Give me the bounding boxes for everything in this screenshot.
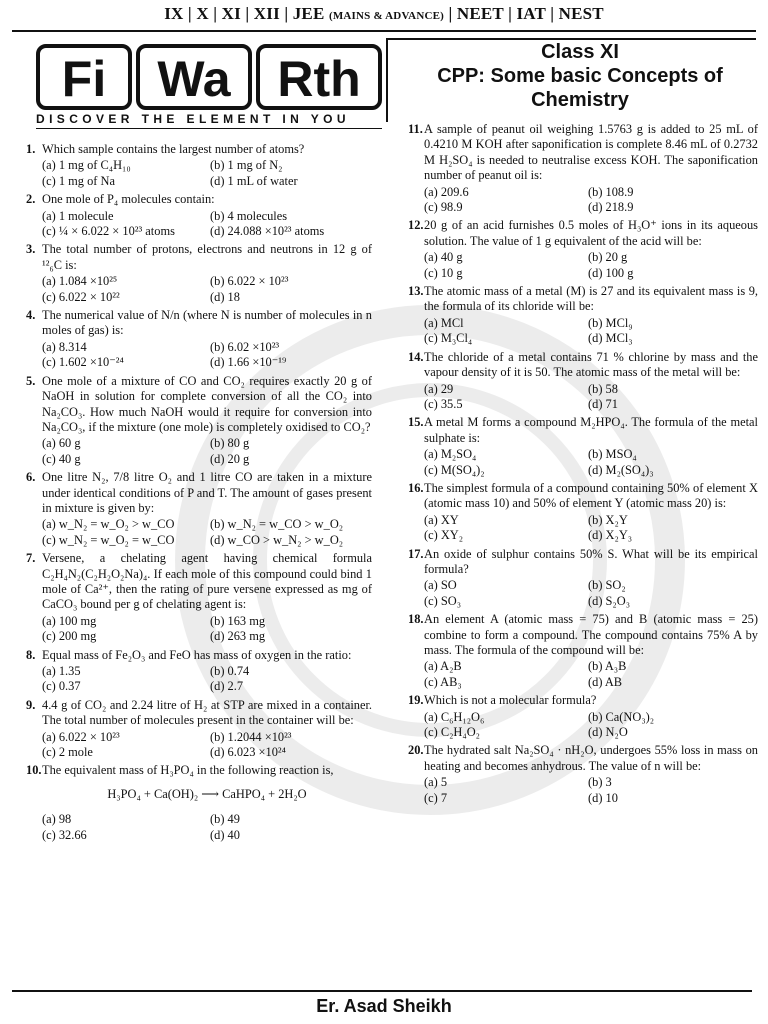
question-number: 17. — [408, 546, 424, 561]
answer-option: (d) N₂O — [588, 725, 628, 740]
answer-option: (a) 1 mg of C₄H₁₀ — [42, 158, 131, 173]
question-item — [26, 242, 372, 305]
question-number: 1. — [26, 142, 36, 156]
answer-option: (d) 6.023 ×10²⁴ — [210, 745, 286, 760]
author-footer: Er. Asad Sheikh — [316, 996, 452, 1016]
answer-options — [42, 517, 372, 548]
question-stem: A metal M forms a compound M₂HPO₄. The formula of the metal sulphate is: — [424, 415, 758, 445]
answer-option: (d) 2.7 — [210, 679, 244, 694]
answer-option: (d) 1.66 ×10⁻¹⁹ — [210, 355, 287, 370]
answer-option: (d) 40 — [210, 827, 240, 842]
question-item — [26, 192, 372, 239]
answer-options — [424, 382, 758, 413]
answer-option: (a) 6.022 × 10²³ — [42, 729, 120, 744]
answer-option: (d) 10 — [588, 790, 618, 805]
question-stem: Which sample contains the largest number of atoms? — [42, 142, 305, 156]
question-number: 7. — [26, 551, 36, 566]
answer-option: (c) 2 mole — [42, 745, 93, 760]
question-body — [424, 693, 758, 740]
question-body — [424, 743, 758, 806]
answer-option: (a) 209.6 — [424, 184, 469, 199]
answer-option: (d) AB — [588, 674, 623, 689]
question-stem: One mole of a mixture of CO and CO₂ requires exactly 20 g of NaOH in solution for complete conversion of all the CO₂ into Na₂CO₃. How much NaOH would it require for conversion into Na₂CO₃, if the mixture (one mole) is completely oxidised to CO₂? — [42, 373, 372, 434]
question-body — [424, 612, 758, 690]
question-body — [42, 308, 372, 371]
question-body — [424, 284, 758, 347]
question-item — [408, 350, 758, 413]
answer-options — [424, 578, 758, 609]
answer-options — [42, 209, 372, 240]
exam-list-main: IX | X | XI | XII | JEE — [164, 4, 329, 23]
question-number: 9. — [26, 697, 36, 712]
answer-option: (b) 1 mg of N₂ — [210, 158, 283, 173]
answer-option: (b) A₃B — [588, 659, 627, 674]
left-header-underline — [36, 128, 382, 129]
question-item — [408, 415, 758, 478]
answer-option: (b) 6.02 ×10²³ — [210, 339, 280, 354]
answer-options — [424, 447, 758, 478]
answer-option: (d) X₂Y₃ — [588, 528, 633, 543]
logo-block-1-text: Fi — [61, 51, 107, 107]
question-number: 4. — [26, 308, 36, 323]
question-body — [42, 648, 372, 695]
question-body — [42, 242, 372, 305]
question-stem: The total number of protons, electrons and neutrons in 12 g of ¹²₆C is: — [42, 242, 372, 272]
answer-options — [424, 316, 758, 347]
answer-option: (c) ¼ × 6.022 × 10²³ atoms — [42, 224, 175, 239]
title-divider — [386, 38, 388, 122]
answer-option: (a) M₂SO₄ — [424, 447, 477, 462]
question-number: 2. — [26, 192, 36, 207]
answer-options — [424, 250, 758, 281]
answer-option: (c) M₃Cl₄ — [424, 331, 473, 346]
question-item — [26, 142, 372, 189]
answer-options — [42, 614, 372, 645]
question-stem: An oxide of sulphur contains 50% S. What will be its empirical formula? — [424, 546, 758, 576]
answer-options — [42, 340, 372, 371]
answer-option: (a) 1.084 ×10²⁵ — [42, 274, 118, 289]
answer-option: (a) XY — [424, 512, 459, 527]
answer-option: (a) 98 — [42, 812, 72, 827]
question-stem: A sample of peanut oil weighing 1.5763 g is added to 25 mL of 0.4210 M KOH after saponification is complete 8.46 mL of 0.2732 M H₂SO₄ is needed to neutralise excess KOH. The saponification number of peanut oil is: — [424, 122, 758, 183]
answer-option: (c) 6.022 × 10²² — [42, 289, 120, 304]
question-number: 5. — [26, 373, 36, 388]
answer-option: (b) 4 molecules — [210, 208, 288, 223]
answer-option: (a) MCl — [424, 315, 464, 330]
answer-option: (b) Ca(NO₃)₂ — [588, 709, 655, 724]
answer-options — [42, 158, 372, 189]
answer-option: (d) w_CO > w_N₂ > w_O₂ — [210, 532, 344, 547]
answer-option: (b) 58 — [588, 381, 618, 396]
answer-options — [424, 659, 758, 690]
question-body — [424, 350, 758, 413]
answer-option: (a) A₂B — [424, 659, 462, 674]
question-number: 13. — [408, 284, 424, 299]
answer-options — [42, 436, 372, 467]
answer-option: (a) SO — [424, 578, 457, 593]
question-item — [26, 551, 372, 644]
question-number: 16. — [408, 480, 424, 495]
answer-option: (c) 32.66 — [42, 827, 87, 842]
question-body — [424, 481, 758, 544]
answer-option: (c) M(SO₄)₂ — [424, 462, 485, 477]
question-stem: An element A (atomic mass = 75) and B (atomic mass = 25) combine to form a compound. The compound contains 75% A by mass. The formula of the compound will be: — [424, 612, 758, 657]
question-body — [42, 470, 372, 548]
question-number: 20. — [408, 743, 424, 758]
answer-option: (c) 200 mg — [42, 629, 97, 644]
answer-option: (c) AB₃ — [424, 674, 462, 689]
answer-option: (c) w_N₂ = w_O₂ = w_CO — [42, 532, 175, 547]
logo-tagline: DISCOVER THE ELEMENT IN YOU — [36, 112, 350, 126]
answer-option: (d) MCl₃ — [588, 331, 633, 346]
question-body — [42, 192, 372, 239]
answer-option: (a) 29 — [424, 381, 454, 396]
question-item — [26, 374, 372, 467]
questions-right-column — [408, 122, 758, 809]
question-stem: Versene, a chelating agent having chemical formula C₂H₄N₂(C₂H₂O₂Na)₄. If each mole of this compound could bind 1 mole of Ca²⁺, then the rating of pure versene expressed as mg of CaCO₃ bound per g of chelating agent is: — [42, 551, 372, 612]
question-body — [42, 763, 372, 843]
question-number: 10. — [26, 763, 42, 778]
answer-option: (c) 35.5 — [424, 396, 463, 411]
answer-option: (b) 49 — [210, 812, 240, 827]
answer-option: (b) MSO₄ — [588, 447, 637, 462]
question-body — [42, 551, 372, 644]
questions-left-column — [26, 142, 372, 846]
answer-option: (d) 1 mL of water — [210, 173, 298, 188]
answer-option: (d) 18 — [210, 289, 240, 304]
question-body — [424, 547, 758, 610]
question-body — [424, 415, 758, 478]
question-stem: Which is not a molecular formula? — [424, 693, 597, 708]
question-stem: The simplest formula of a compound containing 50% of element X (atomic mass 10) and 50% of element Y (atomic mass 20) is: — [424, 480, 758, 511]
question-item — [26, 698, 372, 761]
answer-option: (d) 100 g — [588, 265, 634, 280]
question-number: 12. — [408, 218, 424, 233]
answer-option: (a) 60 g — [42, 436, 81, 451]
question-body — [42, 698, 372, 761]
question-item — [408, 743, 758, 806]
logo-svg — [36, 44, 382, 112]
question-item — [26, 308, 372, 371]
answer-option: (d) 71 — [588, 396, 618, 411]
question-stem: One mole of P₄ molecules contain: — [42, 192, 215, 207]
answer-option: (c) 7 — [424, 790, 448, 805]
question-number: 11. — [408, 122, 423, 136]
question-body — [42, 374, 372, 467]
exam-list-rest: | NEET | IAT | NEST — [444, 4, 604, 23]
question-stem: 4.4 g of CO₂ and 2.24 litre of H₂ at STP are mixed in a container. The total number of molecules present in the container will be: — [42, 697, 372, 728]
answer-option: (b) 6.022 × 10²³ — [210, 274, 289, 289]
question-number: 15. — [408, 415, 424, 430]
question-stem: The equivalent mass of H₃PO₄ in the following reaction is, — [42, 763, 334, 778]
answer-options — [424, 185, 758, 216]
question-stem: The chloride of a metal contains 71 % chlorine by mass and the vapour density of it is 50. The atomic mass of the metal will be: — [424, 349, 758, 380]
question-number: 18. — [408, 612, 424, 627]
answer-option: (c) 10 g — [424, 265, 463, 280]
question-number: 19. — [408, 693, 424, 708]
exam-list-small: (MAINS & ADVANCE) — [328, 10, 445, 22]
answer-option: (a) w_N₂ = w_O₂ > w_CO — [42, 517, 175, 532]
answer-option: (d) 263 mg — [210, 629, 266, 644]
answer-option: (a) 8.314 — [42, 339, 87, 354]
question-item — [408, 612, 758, 690]
answer-option: (b) 1.2044 ×10²³ — [210, 729, 292, 744]
question-item — [408, 122, 758, 215]
cpp-title: CPP: Some basic Concepts of Chemistry — [437, 65, 723, 111]
answer-option: (b) X₂Y — [588, 512, 628, 527]
answer-option: (a) 5 — [424, 775, 448, 790]
answer-option: (a) C₆H₁₂O₆ — [424, 709, 485, 724]
answer-option: (a) 1 molecule — [42, 208, 114, 223]
answer-option: (d) 20 g — [210, 451, 250, 466]
question-item — [408, 218, 758, 281]
answer-option: (d) 218.9 — [588, 200, 634, 215]
question-item — [408, 481, 758, 544]
question-number: 3. — [26, 242, 36, 257]
question-number: 6. — [26, 470, 36, 485]
question-stem: 20 g of an acid furnishes 0.5 moles of H₃O⁺ ions in its aqueous solution. The value of 1 g equivalent of the acid will be: — [424, 218, 758, 248]
reaction-equation: H₃PO₄ + Ca(OH)₂ ⟶ CaHPO₄ + 2H₂O — [107, 786, 307, 801]
answer-option: (b) w_N₂ = w_CO > w_O₂ — [210, 517, 344, 532]
answer-option: (c) 98.9 — [424, 200, 463, 215]
answer-option: (d) S₂O₃ — [588, 593, 631, 608]
answer-option: (b) 108.9 — [588, 184, 634, 199]
answer-option: (c) 0.37 — [42, 679, 81, 694]
answer-options — [424, 775, 758, 806]
answer-option: (b) SO₂ — [588, 578, 626, 593]
class-label: Class XI — [541, 41, 619, 63]
answer-option: (b) 3 — [588, 775, 612, 790]
answer-option: (b) 0.74 — [210, 664, 250, 678]
answer-options — [42, 274, 372, 305]
question-stem: Equal mass of Fe₂O₃ and FeO has mass of oxygen in the ratio: — [42, 647, 352, 662]
answer-option: (d) M₂(SO₄)₃ — [588, 462, 654, 477]
answer-option: (d) 24.088 ×10²³ atoms — [210, 224, 325, 239]
answer-options — [42, 730, 372, 761]
fiwarth-logo — [36, 44, 382, 112]
answer-options — [42, 812, 372, 843]
answer-option: (a) 1.35 — [42, 664, 81, 678]
answer-option: (c) 40 g — [42, 451, 81, 466]
answer-option: (c) SO₃ — [424, 593, 462, 608]
header-rule — [12, 30, 756, 32]
answer-option: (a) 40 g — [424, 250, 463, 265]
answer-option: (c) 1.602 ×10⁻²⁴ — [42, 355, 124, 370]
footer-rule — [12, 990, 752, 992]
question-stem: The atomic mass of a metal (M) is 27 and its equivalent mass is 9, the formula of its chloride will be: — [424, 284, 758, 314]
answer-option: (a) 100 mg — [42, 613, 97, 628]
question-stem: The hydrated salt Na₂SO₄ · nH₂O, undergoes 55% loss in mass on heating and becomes anhydrous. The value of n will be: — [424, 743, 758, 773]
question-item — [408, 547, 758, 610]
question-body — [42, 142, 372, 189]
question-item — [408, 693, 758, 740]
answer-option: (c) XY₂ — [424, 528, 464, 543]
question-item — [408, 284, 758, 347]
answer-options — [424, 513, 758, 544]
answer-option: (b) MCl₉ — [588, 315, 633, 330]
answer-options — [424, 710, 758, 741]
question-item — [26, 763, 372, 843]
answer-option: (b) 80 g — [210, 436, 250, 451]
answer-option: (b) 20 g — [588, 250, 628, 265]
question-body — [424, 122, 758, 215]
logo-block-3-text: Rth — [277, 51, 361, 107]
answer-option: (c) C₂H₄O₂ — [424, 725, 480, 740]
answer-option: (c) 1 mg of Na — [42, 173, 115, 188]
question-number: 14. — [408, 349, 424, 364]
question-body — [424, 218, 758, 281]
question-item — [26, 470, 372, 548]
question-stem: The numerical value of N/n (where N is number of molecules in n moles of gas) is: — [42, 308, 372, 338]
answer-options — [42, 664, 372, 695]
question-item — [26, 648, 372, 695]
logo-block-2-text: Wa — [157, 51, 231, 107]
question-stem: One litre N₂, 7/8 litre O₂ and 1 litre CO are taken in a mixture under identical conditions of P and T. The amount of gases present in mixture is given by: — [42, 470, 372, 515]
worksheet-title — [392, 40, 768, 112]
answer-option: (b) 163 mg — [210, 613, 266, 628]
exam-list-header — [0, 4, 768, 24]
question-number: 8. — [26, 647, 36, 662]
